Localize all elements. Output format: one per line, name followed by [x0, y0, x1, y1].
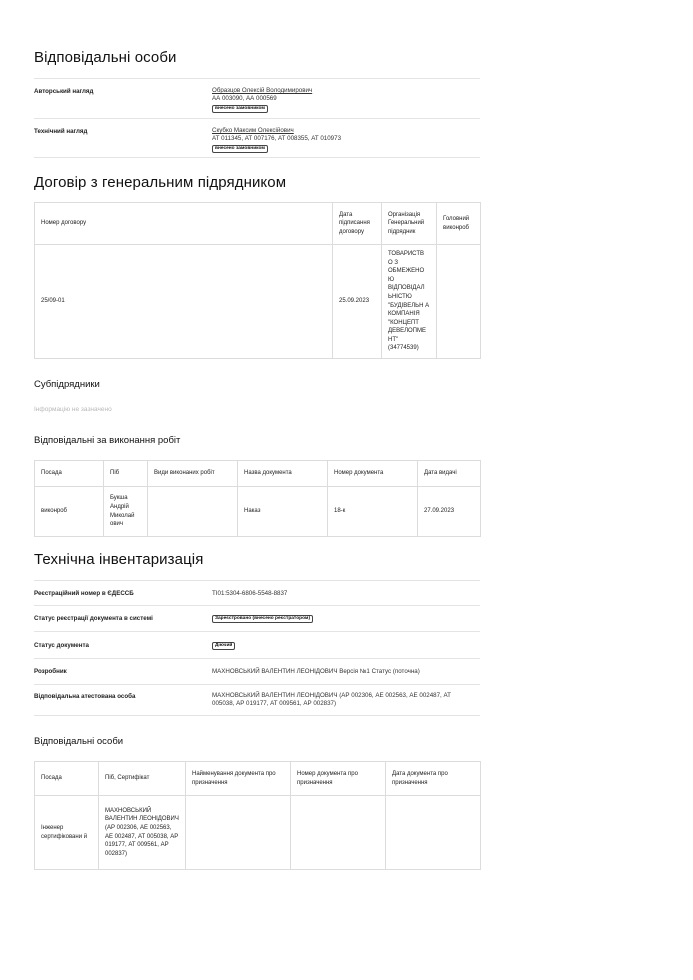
empty-state: Інформацію не зазначено [34, 406, 112, 413]
row-value: МАХНОВСЬКИЙ ВАЛЕНТИН ЛЕОНІДОВИЧ Версія №1 Статус (поточна) [212, 668, 420, 675]
status-badge: внесено замовником [212, 105, 268, 113]
contract-foreman [437, 245, 481, 359]
row-label: Розробник [34, 668, 67, 675]
column-header: Види виконаних робіт [148, 461, 238, 487]
column-header: Посада [35, 762, 99, 796]
works-title: Відповідальні за виконання робіт [34, 435, 181, 446]
contract-table [34, 202, 481, 359]
responsible-row-author [34, 78, 480, 119]
column-header: Номер документа про призначення [291, 762, 386, 796]
table-row [35, 796, 481, 870]
column-header: Номер документа [328, 461, 418, 487]
pib-cell: МАХНОВСЬКИЙ ВАЛЕНТИН ЛЕОНІДОВИЧ (АР 002306, АЕ 002563, АЕ 002487, АТ 005038, АР 019177, АТ 009561, АР 002837) [99, 796, 186, 870]
status-badge: внесено замовником [212, 145, 268, 153]
responsible-title: Відповідальні особи [34, 49, 177, 66]
responsible2-title: Відповідальні особи [34, 736, 124, 747]
row-label: Статус документа [34, 642, 89, 649]
row-label: Відповідальна атестована особа [34, 693, 136, 700]
inventory-title: Технічна інвентаризація [34, 551, 204, 568]
status-badge: Діючий [212, 642, 235, 650]
doc-number-cell: 18-к [328, 487, 418, 537]
column-header: Назва документа [238, 461, 328, 487]
doc-date-cell: 27.09.2023 [418, 487, 481, 537]
divider [34, 157, 480, 158]
responsible-row-technical [34, 118, 480, 159]
work-types-cell [148, 487, 238, 537]
doc-date-cell [386, 796, 481, 870]
table-header-row [35, 762, 481, 796]
row-label: Реєстраційний номер в ЄДЕССБ [34, 590, 134, 597]
column-header: Головний виконроб [437, 203, 481, 245]
table-header-row [35, 461, 481, 487]
column-header: Дата підписання договору [333, 203, 382, 245]
inventory-row-doc-status [34, 631, 480, 659]
row-value: МАХНОВСЬКИЙ ВАЛЕНТИН ЛЕОНІДОВИЧ (АР 002306, АЕ 002563, АЕ 002487, АТ 005038, АР 019177, АТ 009561, АР 002837) [212, 692, 451, 708]
doc-number-cell [291, 796, 386, 870]
row-label: Авторський нагляд [34, 88, 94, 95]
contract-number: 25/09-01 [35, 245, 333, 359]
divider [34, 715, 480, 716]
column-header: Найменування документа про призначення [186, 762, 291, 796]
certificates: АТ 011345, АТ 007176, АТ 008355, АТ 010973 [212, 135, 342, 143]
contract-date: 25.09.2023 [333, 245, 382, 359]
row-label: Статус реєстрації документа в системі [34, 615, 153, 622]
table-row [35, 245, 481, 359]
contract-org: ТОВАРИСТВ О З ОБМЕЖЕНО Ю ВІДПОВІДАЛ ЬНІСТЮ "БУДІВЕЛЬН А КОМПАНІЯ "КОНЦЕПТ ДЕВЕЛОПМЕ НТ" (34774539) [382, 245, 437, 359]
contract-title: Договір з генеральним підрядником [34, 174, 287, 191]
inventory-row-reg-number [34, 580, 480, 606]
position-cell: Інженер сертифіковани й [35, 796, 99, 870]
column-header: Номер договору [35, 203, 333, 245]
works-table [34, 460, 481, 537]
column-header: Піб, Сертифікат [99, 762, 186, 796]
column-header: Дата документа про призначення [386, 762, 481, 796]
inventory-row-reg-status [34, 605, 480, 632]
doc-name-cell [186, 796, 291, 870]
subcontractors-title: Субпідрядники [34, 379, 100, 390]
table-row [35, 487, 481, 537]
inventory-row-attested-person [34, 684, 480, 716]
column-header: Дата видачі [418, 461, 481, 487]
column-header: Піб [104, 461, 148, 487]
inventory-row-developer [34, 658, 480, 685]
position-cell: виконроб [35, 487, 104, 537]
status-badge: Зареєстровано (внесено реєстратором) [212, 615, 313, 623]
pib-cell: Букша Андрій Миколай ович [104, 487, 148, 537]
column-header: Посада [35, 461, 104, 487]
column-header: Організація Генеральний підрядник [382, 203, 437, 245]
person-link[interactable]: Образцов Олексій Володимирович [212, 87, 313, 94]
table-header-row [35, 203, 481, 245]
row-label: Технічний нагляд [34, 128, 88, 135]
person-link[interactable]: Скубко Максим Олексійович [212, 127, 294, 134]
doc-name-cell: Наказ [238, 487, 328, 537]
responsible2-table [34, 761, 481, 870]
row-value: TI01:5304-6806-5548-8837 [212, 590, 288, 597]
certificates: АА 003090, АА 000569 [212, 95, 277, 103]
